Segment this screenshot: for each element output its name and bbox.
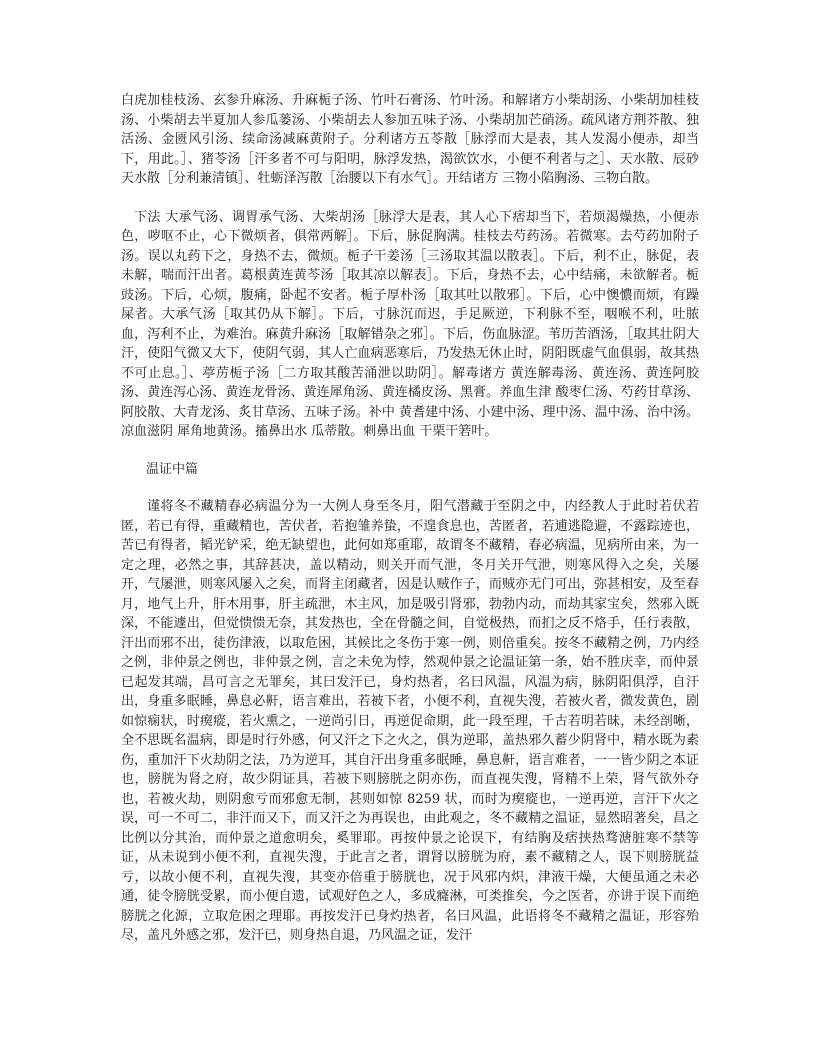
paragraph-purgation-methods: 下法 大承气汤、调胃承气汤、大柴胡汤［脉浮大是表，其人心下痞却当下，若烦渴燥热，小便赤色，哕呕不止，心下微烦者，俱常两解］。下后，脉促胸满。桂枝去芍药汤。若微寒。去芍药加附子汤。误以丸药下之，身热不去，微烦。栀子干姜汤［三汤取其温以散表］。下后，利不止，脉促，表未解，喘而汗出者。葛根黄连黄芩汤［取其凉以解表］。下后，身热不去，心中结痛，未欲解者。栀豉汤。下后，心烦，腹痛，卧起不安者。栀子厚朴汤［取其吐以散邪］。下后，心中懊憹而烦，有躁屎者。大承气汤［取其仍从下解］。下后，寸脉沉而迟，手足厥逆，下利脉不至，咽喉不利，吐脓血，泻利不止，为难治。麻黄升麻汤［取解错杂之邪］。下后，伤血脉涩。苇历苦酒汤，［取其壮阴大汗，使阳气微又大下，使阴气弱，其人亡血病恶寒后，乃发热无休止时，阴阳既虚气血俱弱，故其热不可止息。］、葶苈栀子汤［二方取其酸苦涌泄以助阴］。解毒诸方 黄连解毒汤、黄连汤、黄连阿胶汤、黄连泻心汤、黄连龙骨汤、黄连犀角汤、黄连橘皮汤、黑膏。养血生津 酸枣仁汤、芍药甘草汤、阿胶散、大青龙汤、炙甘草汤、五味子汤。补中 黄耆建中汤、小建中汤、理中汤、温中汤、治中汤。凉血滋阴 犀角地黄汤。搐鼻出水 瓜蒂散。刺鼻出血 干栗干箬叶。: [121, 209, 699, 439]
paragraph-gap: [121, 189, 699, 208]
paragraph-gap: [121, 442, 699, 460]
document-page: [121, 91, 699, 946]
paragraph-formulas-1: 白虎加桂枝汤、玄参升麻汤、升麻栀子汤、竹叶石膏汤、竹叶汤。和解诸方小柴胡汤、小柴胡加桂枝汤、小柴胡去半夏加人参瓜蒌汤、小柴胡去人参加五味子汤、小柴胡加芒硝汤。疏风诸方荆芥散、独活汤、金匮风引汤、续命汤减麻黄附子。分利诸方五苓散［脉浮而大是表，其人发渴小便赤，却当下，用此。］、猪苓汤［汗多者不可与阳明，脉浮发热，渴欲饮水，小便不利者与之］、天水散、辰砂天水散［分利兼清镇］、牡蛎泽泻散［治腰以下有水气］。开结诸方 三物小陷胸汤、三物白散。: [121, 93, 699, 186]
paragraph-warm-disease-body: 谨将冬不藏精春必病温分为一大例人身至冬月，阳气潜藏于至阴之中，内经教人于此时若伏若匿，若已有得，重藏精也，苦伏者，若抱雏养蛰，不遑食息也，苦匿者，若逋逃隐避，不露踪迹也，苦已有得者，韬光铲采，绝无缺望也，此何如郑重耶，故谓冬不藏精，春必病温，见病所由来，为一定之理，必然之事，其辞甚决，盖以精动，则关开而气泄，冬月关开气泄，则寒风得入之矣，关屡开，气屡泄，则寒风屡入之矣，而肾主闭藏者，因是认贼作子，而贼亦无门可出，弥甚相安，及至春月，地气上升，肝木用事，肝主疏泄，木主风，加是吸引肾邪，勃勃内动，而劫其家宝矣，然邪入既深，不能遽出，但觉愦愦无奈，其发热也，全在骨髓之间，自觉极热，而扪之反不烙手，任行表散，汗出而邪不出，徒伤津液，以取危困，其候比之冬伤于寒一例，则倍重矣。按冬不藏精之例，乃内经之例，非仲景之例也，非仲景之例，言之未免为悖，然观仲景之论温证第一条，始不胜庆幸，而仲景已起发其端，昌可言之无罪矣，其曰发汗已，身灼热者，名曰风温，风温为病，脉阴阳俱浮，自汗出，身重多眠睡，鼻息必鼾，语言难出，若被下者，小便不利，直视失溲，若被火者，微发黄色，剧如惊痫状，时瘈瘲，若火熏之，一逆尚引日，再逆促命期，此一段至理，千古若明若昧，未经剖晰，全不思既名温病，即是时行外感，何又汗之下之火之，俱为逆耶，盖热邪久蓄少阴肾中，精水既为素伤，重加汗下火劫阴之法，乃为逆耳，其自汗出身重多眠睡，鼻息鼾，语言难者，一一皆少阴之本证也，膀胱为肾之府，故少阴证具，若被下则膀胱之阴亦伤，而直视失溲，肾精不上荣，肾气欲外夺也，若被火劫，则阴愈亏而邪愈无制，甚则如惊 8259 状，而时为瘈瘲也，一逆再逆，言汗下火之误，可一不可二，非汗而又下，而又汗之为再误也，由此观之，冬不藏精之温证，显然昭著矣，昌之比例以分其治，而仲景之道愈明矣，奚罪耶。再按仲景之论误下，有结胸及痞挟热骛溏脏寒不禁等证，从未说到小便不利，直视失溲，于此言之者，谓肾以膀胱为府，素不藏精之人，误下则膀胱益亏，以故小便不利，直视失溲，其变亦倍重于膀胱也，况于风邪内炽，津液干燥，大便虽通之未必通，徒令膀胱受累，而小便自遗，试观好色之人，多成癃淋，可类推矣，今之医者，亦讲于误下而绝膀胱之化源，立取危困之理耶。再按发汗已身灼热者，名曰风温，此语将冬不藏精之温证，形容殆尽，盖凡外感之邪，发汗已，则身热自退，乃风温之证，发汗: [121, 499, 699, 943]
section-heading: 温证中篇: [146, 461, 199, 477]
paragraph-gap: [121, 479, 699, 497]
